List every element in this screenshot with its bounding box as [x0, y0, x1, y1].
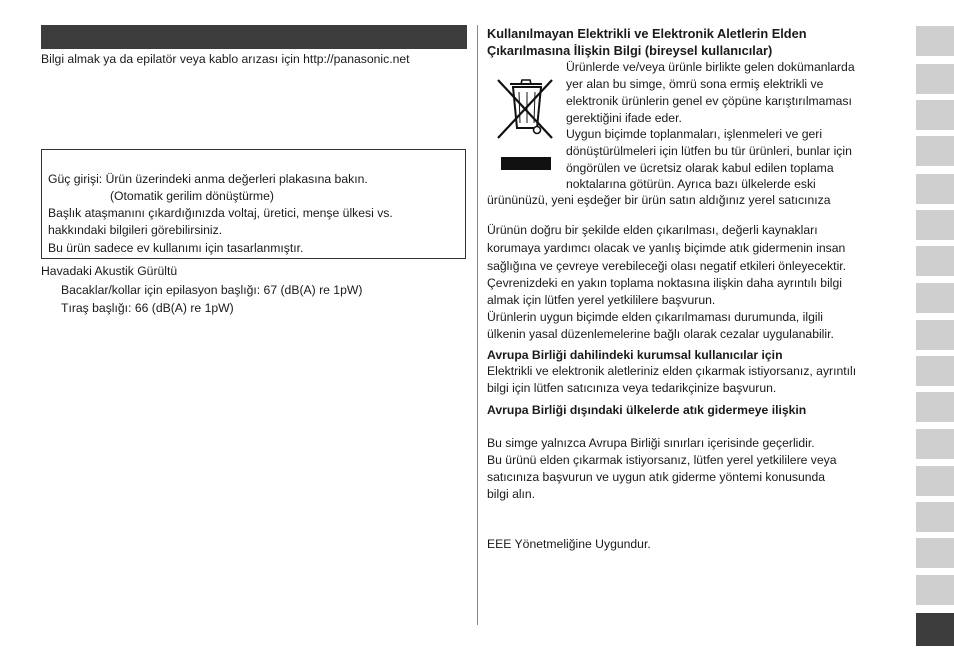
non-eu-line: Bu ürünü elden çıkarmak istiyorsanız, lütfen yerel yetkililere veya	[487, 453, 837, 467]
language-tab[interactable]	[916, 26, 954, 56]
disposal-line: Çevrenizdeki en yakın toplama noktasına ilişkin daha ayrıntılı bilgi	[487, 276, 842, 290]
eu-business-title: Avrupa Birliği dahilindeki kurumsal kullanıcılar için	[487, 348, 783, 362]
weee-body-line: ürününüzü, yeni eşdeğer bir ürün satın aldığınız yerel satıcınıza	[487, 193, 831, 207]
weee-body-line: elektronik ürünlerin genel ev çöpüne karıştırılmaması	[566, 94, 852, 108]
non-eu-line: bilgi alın.	[487, 487, 536, 501]
language-tab[interactable]	[916, 246, 954, 276]
weee-body-line: öngörülen ve ücretsiz olarak kabul edilen toplama	[566, 161, 834, 175]
language-tab[interactable]	[916, 392, 954, 422]
non-eu-title: Avrupa Birliği dışındaki ülkelerde atık gidermeye ilişkin	[487, 403, 807, 417]
language-tab[interactable]	[916, 210, 954, 240]
disposal-line: sağlığına ve çevreye verebileceği olası negatif etkileri önleyecektir.	[487, 259, 847, 273]
disposal-line: korumaya yardımcı olacak ve yanlış biçimde atık gidermenin insan	[487, 241, 846, 255]
language-tab[interactable]	[916, 320, 954, 350]
language-tab[interactable]	[916, 575, 954, 605]
weee-body-line: gerektiğini ifade eder.	[566, 111, 682, 125]
language-tab[interactable]	[916, 100, 954, 130]
non-eu-line: satıcınıza başvurun ve uygun atık giderme yöntemi konusunda	[487, 470, 826, 484]
disposal-line: Ürünün doğru bir şekilde elden çıkarılması, değerli kaynakları	[487, 223, 818, 237]
language-tab-active[interactable]	[916, 613, 954, 646]
language-tab[interactable]	[916, 466, 954, 496]
language-tab[interactable]	[916, 283, 954, 313]
weee-body-line: noktalarına götürün. Ayrıca bazı ülkelerde eski	[566, 177, 816, 191]
column-divider	[477, 25, 478, 625]
noise-line: Bacaklar/kollar için epilasyon başlığı: 67 (dB(A) re 1pW)	[61, 283, 363, 297]
non-eu-line: Bu simge yalnızca Avrupa Birliği sınırları içerisinde geçerlidir.	[487, 436, 815, 450]
spec-line: Bu ürün sadece ev kullanımı için tasarlanmıştır.	[48, 241, 304, 255]
noise-line: Tıraş başlığı: 66 (dB(A) re 1pW)	[61, 301, 234, 315]
disposal-line: Ürünlerin uygun biçimde elden çıkarılmaması durumunda, ilgili	[487, 310, 823, 324]
info-line: Bilgi almak ya da epilatör veya kablo arızası için http://panasonic.net	[41, 52, 410, 66]
spec-line: Güç girişi: Ürün üzerindeki anma değerleri plakasına bakın.	[48, 172, 368, 186]
weee-title: Kullanılmayan Elektrikli ve Elektronik Aletlerin Elden	[487, 26, 807, 41]
section-header-bar	[41, 25, 467, 49]
eee-compliance-line: EEE Yönetmeliğine Uygundur.	[487, 537, 651, 551]
disposal-line: almak için lütfen yerel yetkililere başvurun.	[487, 293, 716, 307]
weee-body-line: yer alan bu simge, ömrü sona ermiş elektrikli ve	[566, 77, 824, 91]
language-tab[interactable]	[916, 136, 954, 166]
language-tab[interactable]	[916, 502, 954, 532]
weee-title: Çıkarılmasına İlişkin Bilgi (bireysel kullanıcılar)	[487, 43, 773, 58]
noise-title: Havadaki Akustik Gürültü	[41, 264, 178, 278]
language-tab[interactable]	[916, 356, 954, 386]
language-tab[interactable]	[916, 64, 954, 94]
crossed-out-wheelie-bin-icon	[494, 70, 556, 172]
weee-body-line: Uygun biçimde toplanmaları, işlenmeleri ve geri	[566, 127, 823, 141]
spec-line: (Otomatik gerilim dönüştürme)	[110, 189, 274, 203]
spec-line: Başlık ataşmanını çıkardığınızda voltaj, üretici, menşe ülkesi vs.	[48, 206, 393, 220]
eu-business-line: bilgi için lütfen satıcınıza veya tedarikçinize başvurun.	[487, 381, 777, 395]
weee-body-line: Ürünlerde ve/veya ürünle birlikte gelen dokümanlarda	[566, 60, 855, 74]
disposal-line: ülkenin yasal düzenlemelerine bağlı olarak cezalar uygulanabilir.	[487, 327, 834, 341]
language-tab[interactable]	[916, 538, 954, 568]
language-tab[interactable]	[916, 174, 954, 204]
spec-line: hakkındaki bilgileri görebilirsiniz.	[48, 223, 223, 237]
eu-business-line: Elektrikli ve elektronik aletleriniz elden çıkarmak istiyorsanız, ayrıntılı	[487, 364, 857, 378]
language-tab[interactable]	[916, 429, 954, 459]
weee-body-line: dönüştürülmeleri için lütfen bu tür ürünleri, bunlar için	[566, 144, 852, 158]
